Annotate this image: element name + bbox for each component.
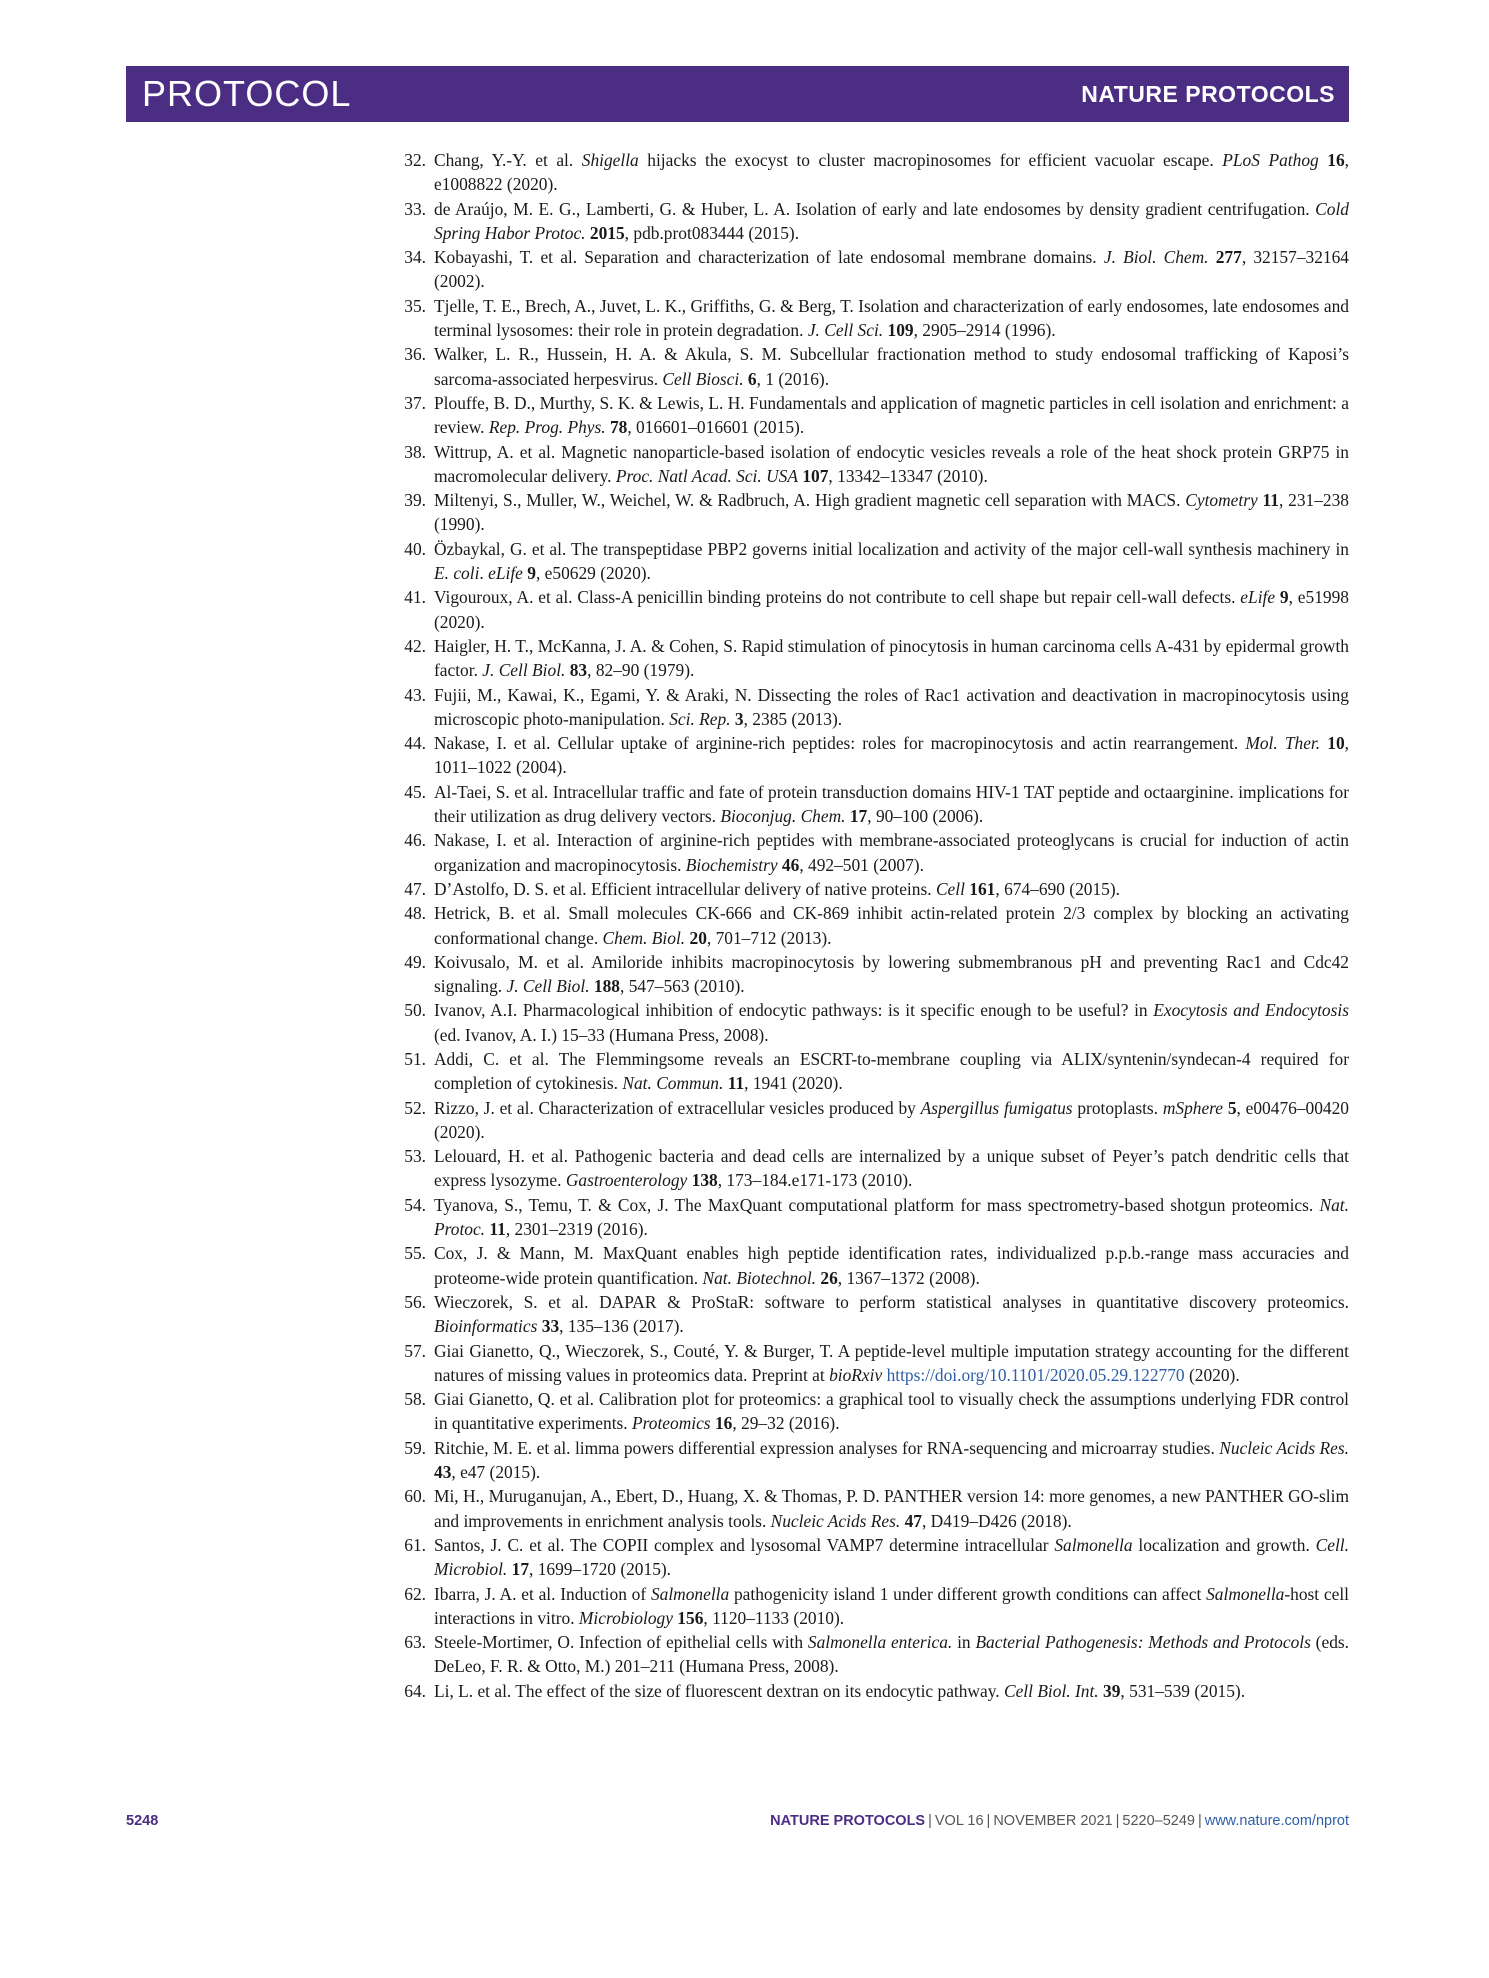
reference-item — [396, 901, 1349, 950]
reference-item — [396, 683, 1349, 732]
reference-number: 33. — [404, 198, 426, 219]
reference-text: , 1941 (2020). — [744, 1073, 843, 1094]
reference-number: 46. — [404, 830, 426, 851]
reference-text: Giai Gianetto, Q. et al. Calibration plot for proteomics: a graphical tool to visually check the assumptions underlying FDR control in quantitative experiments. — [434, 1389, 1349, 1434]
reference-text: Rep. Prog. Phys. — [488, 417, 606, 438]
reference-text: Proteomics — [632, 1413, 711, 1434]
reference-text: Plouffe, B. D., Murthy, S. K. & Lewis, L. H. Fundamentals and application of magnetic particles in cell isolation and enrichment: a review. — [434, 392, 1349, 438]
reference-number: 64. — [404, 1680, 426, 1701]
reference-text: Ritchie, M. E. et al. limma powers differential expression analyses for RNA-sequencing and microarray studies. — [434, 1437, 1220, 1458]
reference-text: 78 — [609, 417, 628, 438]
reference-text: Tjelle, T. E., Brech, A., Juvet, L. K., Griffiths, G. & Berg, T. Isolation and characterization of early endosomes, late endosomes and terminal lysosomes: their role in protein degradation. — [434, 295, 1349, 341]
header-banner — [126, 66, 1349, 122]
reference-text: de Araújo, M. E. G., Lamberti, G. & Huber, L. A. Isolation of early and late endosomes by density gradient centrifugation. — [434, 198, 1316, 219]
reference-text: J. Cell Biol. — [482, 660, 566, 681]
reference-text: , 13342–13347 (2010). — [828, 465, 988, 486]
reference-text: Chem. Biol. — [602, 927, 686, 948]
reference-item — [396, 1630, 1349, 1679]
reference-text: 277 — [1215, 247, 1242, 268]
reference-number: 34. — [404, 247, 426, 268]
reference-number: 39. — [404, 490, 426, 511]
reference-text: Bacterial Pathogenesis: Methods and Protocols — [975, 1632, 1311, 1653]
reference-text: , 016601–016601 (2015). — [627, 417, 805, 438]
reference-number: 38. — [404, 441, 426, 462]
reference-text: pathogenicity island 1 under different growth conditions can affect — [729, 1583, 1207, 1604]
reference-text: J. Biol. Chem. — [1103, 247, 1209, 268]
reference-number: 32. — [404, 150, 426, 170]
footer-volume: VOL 16 — [934, 1813, 984, 1829]
reference-text: , 29–32 (2016). — [732, 1413, 840, 1434]
reference-number: 37. — [404, 392, 426, 413]
reference-text: Nakase, I. et al. Interaction of arginine-rich peptides with membrane-associated proteoglycans is crucial for induction of actin organization and macropinocytosis. — [434, 830, 1349, 875]
reference-number: 36. — [404, 344, 426, 365]
reference-number: 44. — [404, 733, 426, 754]
reference-text: , e47 (2015). — [451, 1462, 541, 1483]
reference-text: 47 — [904, 1510, 922, 1531]
reference-text: Cytometry — [1185, 490, 1258, 511]
reference-text: Nat. Biotechnol. — [702, 1267, 817, 1288]
reference-text: 138 — [691, 1170, 718, 1191]
reference-text: 43 — [434, 1462, 452, 1483]
reference-text: Al-Taei, S. et al. Intracellular traffic and fate of protein transduction domains HIV-1 TAT peptide and octaarginine. implications for their utilization as drug delivery vectors. — [434, 781, 1349, 827]
reference-text: 17 — [511, 1559, 530, 1580]
reference-item — [396, 585, 1349, 634]
reference-text: Nat. Commun. — [622, 1073, 724, 1094]
reference-text: , 32157–32164 (2002). — [434, 247, 1349, 292]
reference-text: Fujii, M., Kawai, K., Egami, Y. & Araki, N. Dissecting the roles of Rac1 activation and deactivation in macropinocytosis using microscopic photo-manipulation. — [434, 684, 1349, 729]
reference-text: , e00476–00420 (2020). — [434, 1097, 1350, 1142]
reference-text: 16 — [714, 1413, 733, 1434]
reference-text: 188 — [593, 976, 620, 997]
reference-text: Lelouard, H. et al. Pathogenic bacteria and dead cells are internalized by a unique subset of Peyer’s patch dendritic cells that express lysozyme. — [434, 1146, 1349, 1191]
reference-text: Chang, Y.-Y. et al. — [434, 150, 582, 170]
reference-number: 58. — [404, 1389, 426, 1410]
reference-text: 10 — [1327, 733, 1345, 754]
reference-item — [396, 294, 1349, 343]
reference-text: Santos, J. C. et al. The COPII complex and lysosomal VAMP7 determine intracellular — [434, 1534, 1055, 1555]
reference-text: Steele-Mortimer, O. Infection of epithelial cells with — [434, 1632, 808, 1653]
reference-item — [396, 1047, 1349, 1096]
reference-text: Proc. Natl Acad. Sci. USA — [615, 465, 798, 486]
reference-item — [396, 828, 1349, 877]
reference-text: Salmonella — [650, 1583, 730, 1604]
reference-text: Walker, L. R., Hussein, H. A. & Akula, S. M. Subcellular fractionation method to study endosomal trafficking of Kaposi’s sarcoma-associated herpesvirus. — [434, 344, 1349, 389]
reference-text: Koivusalo, M. et al. Amiloride inhibits macropinocytosis by lowering submembranous pH and preventing Rac1 and Cdc42 signaling. — [434, 951, 1349, 997]
reference-text: Giai Gianetto, Q., Wieczorek, S., Couté, Y. & Burger, T. A peptide-level multiple imputation strategy accounting for the different natures of missing values in proteomics data. Preprint at — [434, 1340, 1349, 1385]
reference-text: E. coli — [434, 563, 480, 584]
reference-number: 62. — [404, 1583, 426, 1604]
reference-item — [396, 1241, 1349, 1290]
reference-text: Nucleic Acids Res. — [1219, 1437, 1349, 1458]
reference-item — [396, 1436, 1349, 1485]
reference-number: 41. — [404, 587, 426, 608]
reference-item — [396, 1679, 1349, 1703]
reference-text: Kobayashi, T. et al. Separation and characterization of late endosomal membrane domains. — [434, 247, 1104, 268]
reference-text: Shigella — [581, 150, 639, 170]
reference-text: 6 — [747, 368, 757, 389]
reference-text: (2020). — [1184, 1364, 1240, 1385]
reference-text: , 674–690 (2015). — [995, 878, 1120, 899]
reference-text: Haigler, H. T., McKanna, J. A. & Cohen, S. Rapid stimulation of pinocytosis in human carcinoma cells A-431 by epidermal growth factor. — [434, 635, 1349, 681]
reference-text: Hetrick, B. et al. Small molecules CK-666 and CK-869 inhibit actin-related protein 2/3 complex by blocking an activating conformational change. — [434, 903, 1349, 948]
reference-text: 109 — [887, 320, 914, 341]
reference-item — [396, 342, 1349, 391]
reference-item — [396, 1193, 1349, 1242]
reference-text: , 90–100 (2006). — [867, 806, 984, 827]
reference-text: Özbaykal, G. et al. The transpeptidase PBP2 governs initial localization and activity of the major cell-wall synthesis machinery in — [434, 538, 1349, 559]
reference-text: Cell Biol. Int. — [1003, 1680, 1099, 1701]
reference-text: 2015 — [589, 222, 625, 243]
reference-item — [396, 148, 1349, 197]
reference-text: Mi, H., Muruganujan, A., Ebert, D., Huang, X. & Thomas, P. D. PANTHER version 14: more genomes, a new PANTHER GO-slim and improvements in enrichment analysis tools. — [434, 1486, 1349, 1531]
reference-text: 11 — [727, 1073, 745, 1094]
reference-text: -host cell interactions in vitro. — [434, 1583, 1350, 1628]
reference-text: Mol. Ther. — [1245, 733, 1321, 754]
footer-citation: NATURE PROTOCOLS | VOL 16 | NOVEMBER 2021 | 5220–5249 | www.nature.com/nprot — [770, 1813, 1349, 1829]
reference-text: , e50629 (2020). — [535, 563, 651, 584]
reference-text: , D419–D426 (2018). — [921, 1510, 1072, 1531]
reference-item — [396, 245, 1349, 294]
reference-number: 45. — [404, 781, 426, 802]
footer-pages: 5220–5249 — [1122, 1813, 1195, 1829]
reference-text: Tyanova, S., Temu, T. & Cox, J. The MaxQuant computational platform for mass spectrometry-based shotgun proteomics. — [434, 1194, 1320, 1215]
reference-item — [396, 1387, 1349, 1436]
reference-number: 47. — [404, 878, 426, 899]
reference-text: hijacks the exocyst to cluster macropinosomes for efficient vacuolar escape. — [638, 150, 1223, 170]
reference-item — [396, 1339, 1349, 1388]
reference-text: in — [952, 1632, 976, 1653]
reference-number: 61. — [404, 1534, 426, 1555]
reference-text: Nakase, I. et al. Cellular uptake of arginine-rich peptides: roles for macropinocytosis and actin rearrangement. — [434, 733, 1246, 754]
reference-text: Cell Biosci. — [662, 368, 744, 389]
reference-item — [396, 1096, 1349, 1145]
reference-number: 59. — [404, 1437, 426, 1458]
reference-item — [396, 877, 1349, 901]
reference-text: , 1 (2016). — [756, 368, 830, 389]
reference-text: J. Cell Sci. — [807, 320, 884, 341]
reference-text: , 82–90 (1979). — [587, 660, 695, 681]
footer-date: NOVEMBER 2021 — [993, 1813, 1113, 1829]
reference-number: 50. — [404, 1000, 426, 1021]
reference-text: Cell — [935, 878, 965, 899]
reference-text: Vigouroux, A. et al. Class-A penicillin binding proteins do not contribute to cell shape but repair cell-wall defects. — [434, 587, 1241, 608]
reference-text: Biochemistry — [685, 854, 778, 875]
reference-text: protoplasts. — [1072, 1097, 1163, 1118]
reference-number: 53. — [404, 1146, 426, 1167]
reference-text: Salmonella enterica. — [807, 1632, 953, 1653]
reference-text: Wittrup, A. et al. Magnetic nanoparticle-based isolation of endocytic vesicles reveals a role of the heat shock protein GRP75 in macromolecular delivery. — [434, 441, 1349, 486]
reference-item — [396, 1484, 1349, 1533]
reference-text: (eds. DeLeo, F. R. & Otto, M.) 201–211 (Humana Press, 2008). — [434, 1632, 1350, 1677]
reference-text: mSphere — [1162, 1097, 1224, 1118]
reference-text: , 547–563 (2010). — [620, 976, 745, 997]
doi-link[interactable]: https://doi.org/10.1101/2020.05.29.122770 — [886, 1364, 1185, 1385]
reference-number: 63. — [404, 1632, 426, 1653]
reference-text: , 701–712 (2013). — [706, 927, 832, 948]
reference-text: 3 — [734, 708, 744, 729]
reference-text: Li, L. et al. The effect of the size of fluorescent dextran on its endocytic pathway. — [434, 1680, 1004, 1701]
reference-item — [396, 440, 1349, 489]
reference-text: Microbiology — [578, 1607, 673, 1628]
reference-text: Cell. Microbiol. — [434, 1534, 1349, 1580]
reference-text: , 173–184.e171-173 (2010). — [717, 1170, 913, 1191]
reference-item — [396, 537, 1349, 586]
reference-text: eLife — [488, 563, 523, 584]
reference-number: 48. — [404, 903, 426, 924]
reference-text: 156 — [677, 1607, 704, 1628]
reference-text: D’Astolfo, D. S. et al. Efficient intracellular delivery of native proteins. — [434, 878, 936, 899]
reference-text — [1319, 150, 1328, 170]
reference-text: Bioconjug. Chem. — [720, 806, 846, 827]
reference-text: , 231–238 (1990). — [434, 490, 1349, 535]
journal-label: NATURE PROTOCOLS — [1081, 81, 1335, 107]
reference-text: Nucleic Acids Res. — [770, 1510, 901, 1531]
reference-text: localization and growth. — [1132, 1534, 1316, 1555]
reference-text: , 1120–1133 (2010). — [703, 1607, 845, 1628]
reference-text — [1209, 247, 1216, 267]
section-label: PROTOCOL — [142, 73, 352, 114]
reference-number: 57. — [404, 1340, 426, 1361]
reference-item — [396, 1290, 1349, 1339]
reference-text: 20 — [689, 927, 707, 948]
footer-journal: NATURE PROTOCOLS — [770, 1813, 926, 1829]
reference-number: 54. — [404, 1194, 426, 1215]
reference-text: 9 — [527, 563, 536, 584]
reference-text: , 2905–2914 (1996). — [913, 320, 1056, 341]
reference-number: 60. — [404, 1486, 426, 1507]
reference-text: Ibarra, J. A. et al. Induction of — [434, 1583, 651, 1604]
reference-text: , e51998 (2020). — [434, 587, 1349, 632]
reference-text: Cold Spring Habor Protoc. — [434, 198, 1349, 243]
reference-text: , 1699–1720 (2015). — [529, 1559, 672, 1580]
reference-item — [396, 488, 1349, 537]
reference-item — [396, 391, 1349, 440]
reference-text: 83 — [569, 660, 588, 681]
reference-item — [396, 950, 1349, 999]
reference-number: 56. — [404, 1291, 426, 1312]
reference-text: 33 — [541, 1316, 560, 1337]
reference-text: 9 — [1279, 587, 1289, 608]
reference-number: 35. — [404, 295, 426, 316]
reference-text: , 1367–1372 (2008). — [837, 1267, 980, 1288]
reference-number: 55. — [404, 1243, 426, 1264]
reference-text: J. Cell Biol. — [506, 976, 590, 997]
reference-text: Sci. Rep. — [669, 708, 731, 729]
reference-text: Rizzo, J. et al. Characterization of extracellular vesicles produced by — [434, 1097, 921, 1118]
reference-text: PLoS Pathog — [1222, 150, 1319, 170]
reference-text: (ed. Ivanov, A. I.) 15–33 (Humana Press, 2008). — [434, 1024, 769, 1045]
reference-text: 26 — [820, 1267, 838, 1288]
footer-url-link[interactable]: www.nature.com/nprot — [1204, 1813, 1349, 1829]
reference-text: 46 — [781, 854, 800, 875]
reference-text: 161 — [969, 878, 996, 899]
reference-text: , 1011–1022 (2004). — [434, 733, 1349, 778]
reference-text: 39 — [1103, 1680, 1121, 1701]
reference-text: Miltenyi, S., Muller, W., Weichel, W. & Radbruch, A. High gradient magnetic cell separation with MACS. — [434, 490, 1186, 511]
reference-text: Aspergillus fumigatus — [920, 1097, 1073, 1118]
reference-text: 11 — [1262, 490, 1279, 511]
reference-number: 42. — [404, 635, 426, 656]
reference-item — [396, 634, 1349, 683]
reference-text: Gastroenterology — [565, 1170, 688, 1191]
reference-number: 40. — [404, 538, 426, 559]
reference-number: 52. — [404, 1097, 426, 1118]
reference-text: 11 — [489, 1219, 506, 1240]
reference-text: , 492–501 (2007). — [799, 854, 924, 875]
reference-text: Salmonella — [1054, 1534, 1133, 1555]
reference-text: , e1008822 (2020). — [434, 150, 1349, 195]
page-number: 5248 — [126, 1813, 159, 1829]
reference-item — [396, 1533, 1349, 1582]
reference-text: , 2301–2319 (2016). — [505, 1219, 648, 1240]
reference-text: 5 — [1227, 1097, 1237, 1118]
reference-text: Nat. Protoc. — [434, 1194, 1349, 1240]
reference-number: 43. — [404, 684, 426, 705]
reference-text: , 2385 (2013). — [743, 708, 843, 729]
reference-text: Exocytosis and Endocytosis — [1153, 1000, 1349, 1021]
reference-text: Cox, J. & Mann, M. MaxQuant enables high peptide identification rates, individualized p.p.b.-range mass accuracies and proteome-wide protein quantification. — [434, 1243, 1349, 1288]
reference-text: . — [479, 563, 489, 584]
reference-item — [396, 998, 1349, 1047]
reference-item — [396, 197, 1349, 246]
reference-text: , pdb.prot083444 (2015). — [624, 222, 800, 243]
reference-text: Bioinformatics — [434, 1316, 538, 1337]
reference-text: Salmonella — [1206, 1583, 1285, 1604]
reference-number: 51. — [404, 1048, 426, 1069]
reference-text: 17 — [849, 806, 868, 827]
reference-item — [396, 780, 1349, 829]
reference-text: Ivanov, A.I. Pharmacological inhibition of endocytic pathways: is it specific enough to be useful? in — [434, 1000, 1154, 1021]
reference-item — [396, 1144, 1349, 1193]
reference-text: Addi, C. et al. The Flemmingsome reveals an ESCRT-to-membrane coupling via ALIX/syntenin/syndecan-4 required for completion of cytokinesis. — [434, 1048, 1349, 1094]
reference-text: 16 — [1327, 150, 1345, 170]
reference-text: 107 — [802, 465, 829, 486]
reference-item — [396, 731, 1349, 780]
reference-list — [396, 148, 1349, 1703]
reference-text: , 531–539 (2015). — [1120, 1680, 1246, 1701]
reference-text: Wieczorek, S. et al. DAPAR & ProStaR: software to perform statistical analyses in quantitative discovery proteomics. — [434, 1291, 1349, 1312]
reference-text: eLife — [1240, 587, 1276, 608]
reference-number: 49. — [404, 951, 426, 972]
reference-item — [396, 1582, 1349, 1631]
reference-text: , 135–136 (2017). — [559, 1316, 684, 1337]
reference-text: bioRxiv — [829, 1364, 883, 1385]
